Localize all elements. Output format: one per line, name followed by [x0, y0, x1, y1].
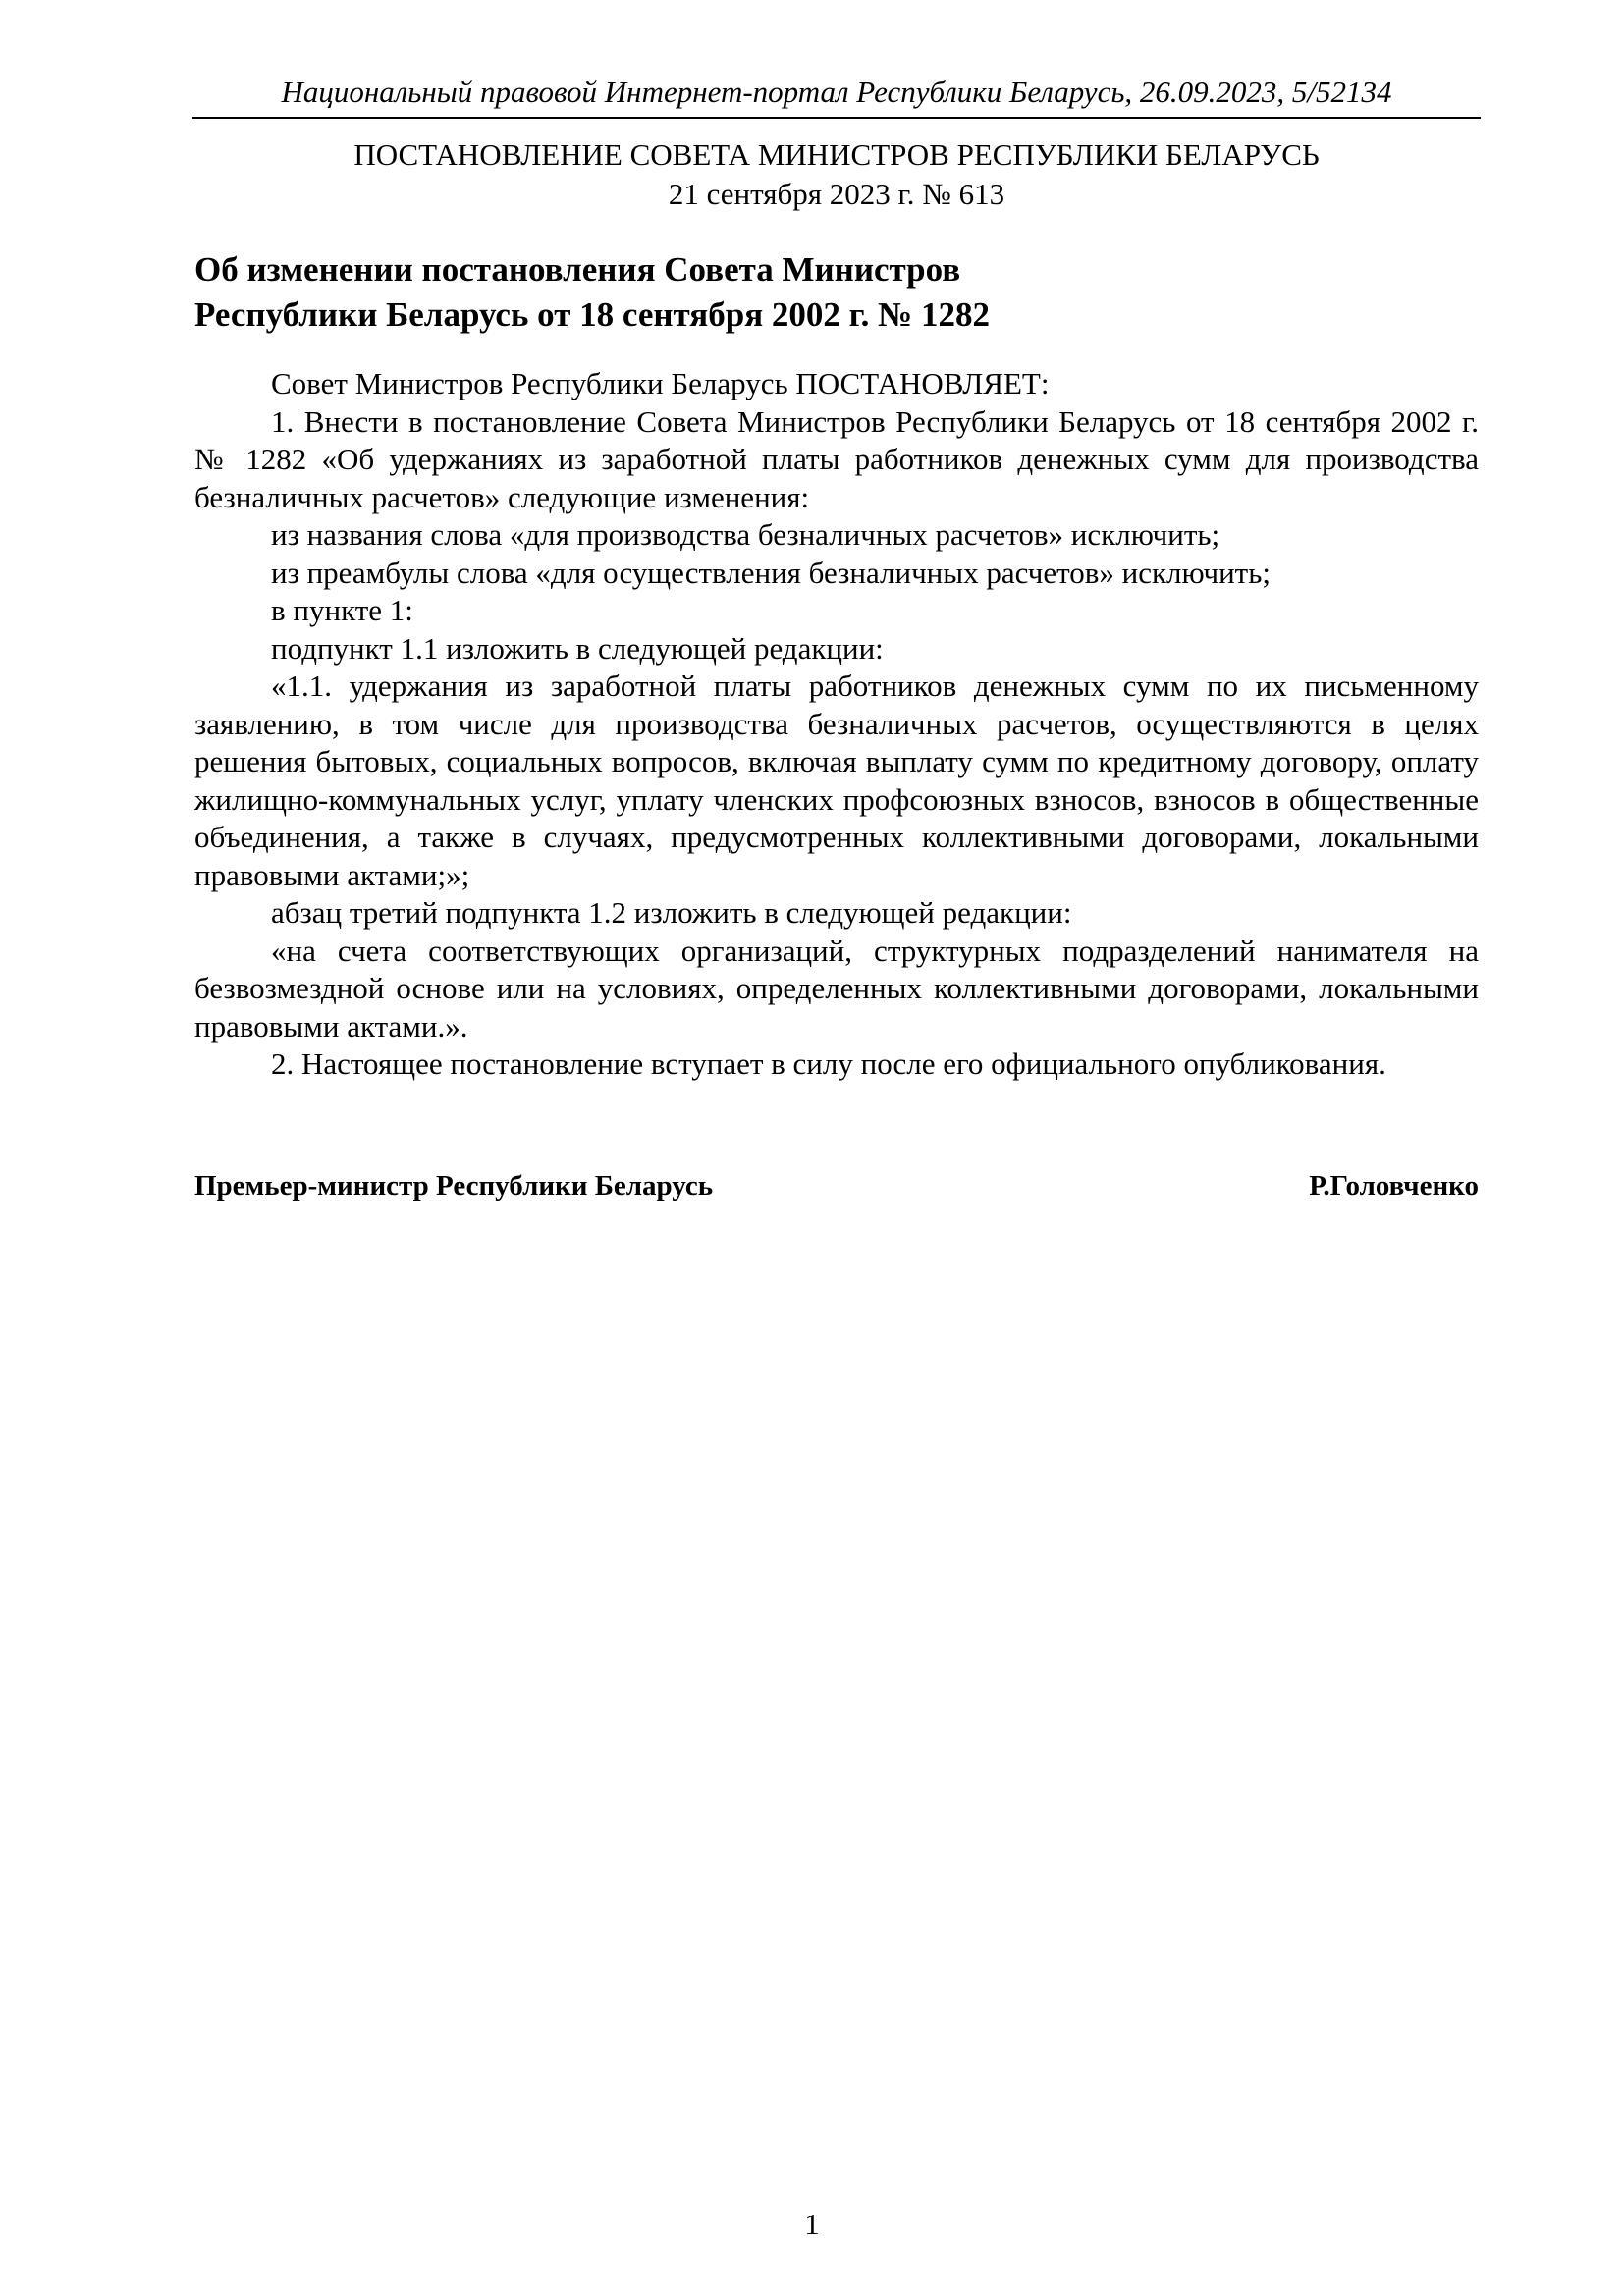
- body-paragraph: из преамбулы слова «для осуществления безналичных расчетов» исключить;: [271, 555, 1271, 590]
- body-paragraph: Совет Министров Республики Беларусь ПОСТАНОВЛЯЕТ:: [271, 366, 1050, 400]
- body-paragraph: «на счета соответствующих организаций, структурных подразделений нанимателя на безвозмездной основе или на условиях, определенных коллективными договорами, локальными правовыми актами.».: [194, 933, 1479, 1043]
- document-body: [194, 365, 1479, 1084]
- signatory-position: Премьер-министр Республики Беларусь: [194, 1170, 714, 1201]
- document-date-number: 21 сентября 2023 г. № 613: [668, 177, 1005, 211]
- body-paragraph: «1.1. удержания из заработной платы работников денежных сумм по их письменному заявлению, в том числе для производства безналичных расчетов, осуществляются в целях решения бытовых, социальных вопросов, включая выплату сумм по кредитному договору, оплату жилищно-коммунальных услуг, уплату членских профсоюзных взносов, взносов в общественные объединения, а также в случаях, предусмотренных коллективными договорами, локальными правовыми актами;»;: [194, 668, 1479, 892]
- header-divider: [192, 117, 1481, 119]
- body-paragraph: подпункт 1.1 изложить в следующей редакции:: [271, 630, 884, 666]
- document-title: [194, 247, 990, 338]
- body-paragraph: 2. Настоящее постановление вступает в силу после его официального опубликования.: [271, 1046, 1386, 1081]
- body-paragraph: абзац третий подпункта 1.2 изложить в следующей редакции:: [271, 895, 1072, 930]
- body-paragraph: в пункте 1:: [271, 593, 413, 627]
- signatory-name: Р.Головченко: [1309, 1170, 1479, 1201]
- page-number: 1: [804, 2207, 820, 2241]
- portal-header: Национальный правовой Интернет-портал Республики Беларусь, 26.09.2023, 5/52134: [281, 75, 1392, 109]
- body-paragraph: 1. Внести в постановление Совета Министров Республики Беларусь от 18 сентября 2002 г. № 1282 «Об удержаниях из заработной платы работников денежных сумм для производства безналичных расчетов» следующие изменения:: [194, 403, 1479, 514]
- document-title-line: Республики Беларусь от 18 сентября 2002 г. № 1282: [194, 295, 990, 334]
- body-paragraph: из названия слова «для производства безналичных расчетов» исключить;: [271, 517, 1220, 552]
- document-type: ПОСТАНОВЛЕНИЕ СОВЕТА МИНИСТРОВ РЕСПУБЛИКИ БЕЛАРУСЬ: [353, 137, 1320, 172]
- document-title-line: Об изменении постановления Совета Министров: [194, 250, 961, 289]
